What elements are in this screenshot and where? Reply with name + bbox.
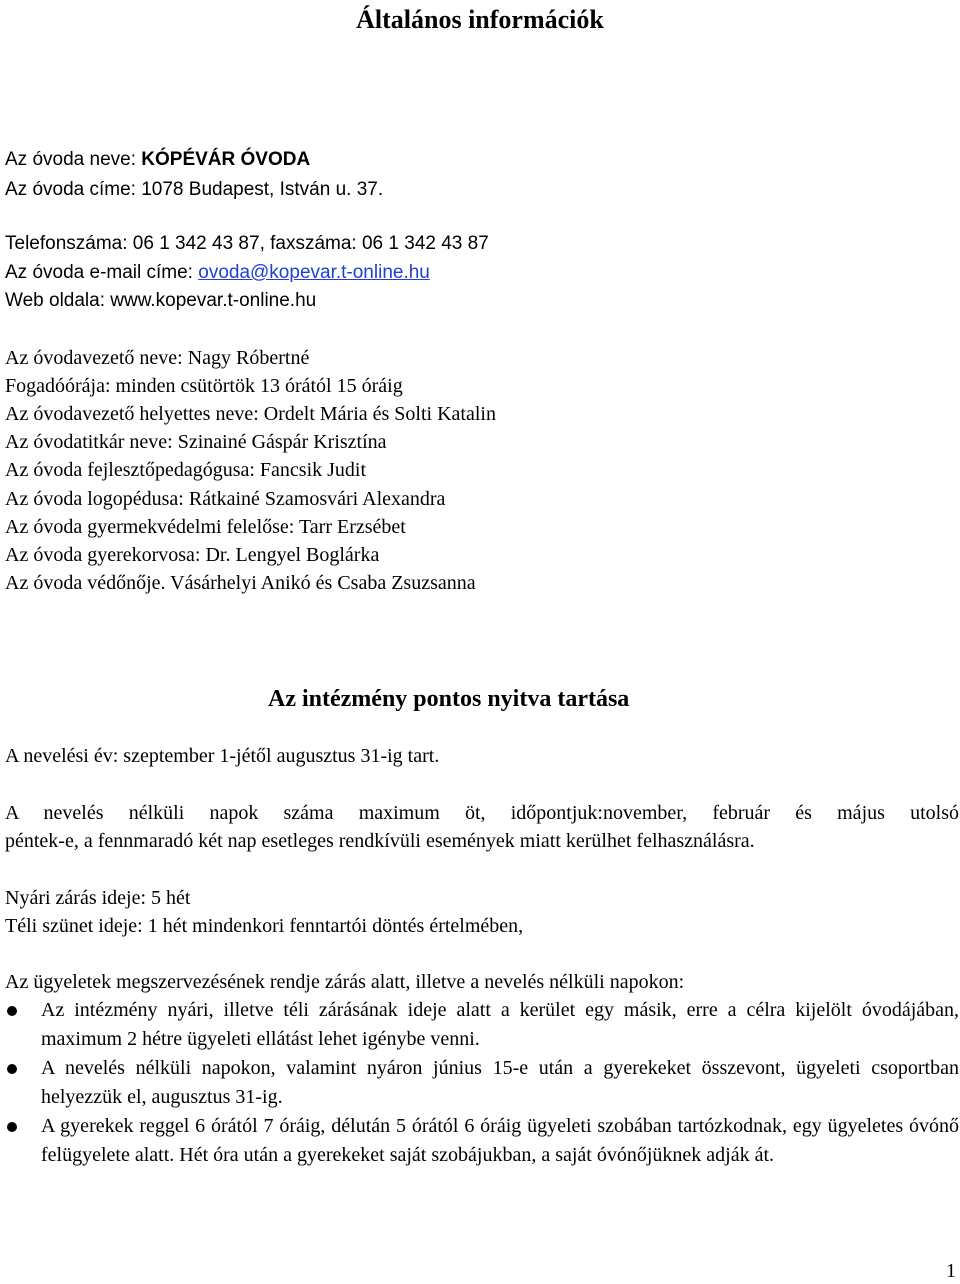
address-line: Az óvoda címe: 1078 Budapest, István u. 37.	[5, 179, 384, 200]
staff-speech-therapist: Az óvoda logopédusa: Rátkainé Szamosvári Alexandra	[5, 488, 446, 510]
summer-closure-text: Nyári zárás ideje: 5 hét	[5, 887, 191, 909]
staff-office-hours: Fogadóórája: minden csütörtök 13 órától 15 óráig	[5, 375, 403, 397]
duty-intro-text: Az ügyeletek megszervezésének rendje zárás alatt, illetve a nevelés nélküli napokon:	[5, 971, 685, 993]
page-title: Általános információk	[356, 5, 604, 34]
staff-director: Az óvodavezető neve: Nagy Róbertné	[5, 347, 310, 369]
staff-development-teacher: Az óvoda fejlesztőpedagógusa: Fancsik Judit	[5, 459, 367, 481]
non-teaching-days-text-1: A nevelés nélküli napok száma maximum öt, időpontjuk:november, február és május utolsó	[5, 802, 959, 824]
email-line	[5, 259, 430, 287]
page-number: 1	[946, 1260, 956, 1282]
staff-deputy: Az óvodavezető helyettes neve: Ordelt Mária és Solti Katalin	[5, 403, 496, 425]
staff-child-protection: Az óvoda gyermekvédelmi felelőse: Tarr Erzsébet	[5, 516, 406, 538]
duty-bullet-list	[5, 996, 959, 1170]
email-label: Az óvoda e-mail címe:	[5, 262, 199, 283]
staff-pediatrician: Az óvoda gyerekorvosa: Dr. Lengyel Boglárka	[5, 544, 380, 566]
bullet-icon	[7, 1122, 17, 1132]
list-item	[5, 1054, 959, 1112]
name-label: Az óvoda neve:	[5, 149, 142, 170]
staff-secretary: Az óvodatitkár neve: Szinainé Gáspár Krisztína	[5, 431, 387, 453]
bullet-text: A nevelés nélküli napokon, valamint nyáron június 15-e után a gyerekeket összevont, ügyeleti csoportban helyezzük el, augusztus 31-ig.	[41, 1057, 959, 1108]
non-teaching-days-line-1	[5, 799, 959, 827]
bullet-text: Az intézmény nyári, illetve téli zárásának ideje alatt a kerület egy másik, erre a célra kijelölt óvodájában, maximum 2 hétre ügyeleti ellátást lehet igénybe venni.	[41, 999, 959, 1050]
bullet-icon	[7, 1006, 17, 1016]
winter-break-text: Téli szünet ideje: 1 hét mindenkori fenntartói döntés értelmében,	[5, 915, 524, 937]
web-line: Web oldala: www.kopevar.t-online.hu	[5, 290, 317, 311]
list-item	[5, 996, 959, 1054]
bullet-text: A gyerekek reggel 6 órától 7 óráig, délután 5 órától 6 óráig ügyeleti szobában tartózkodnak, egy ügyeletes óvónő felügyelete alatt. Hét óra után a gyerekeket saját szobájukban, a saját óvónőjüknek adják át.	[41, 1115, 959, 1166]
kindergarten-name: KÓPÉVÁR ÓVODA	[141, 149, 311, 170]
bullet-icon	[7, 1064, 17, 1074]
section-heading: Az intézmény pontos nyitva tartása	[268, 686, 630, 712]
phone-line: Telefonszáma: 06 1 342 43 87, faxszáma: 06 1 342 43 87	[5, 233, 489, 254]
kindergarten-name-line	[5, 146, 310, 174]
staff-health-visitor: Az óvoda védőnője. Vásárhelyi Anikó és Csaba Zsuzsanna	[5, 572, 476, 594]
non-teaching-days-line-2: péntek-e, a fennmaradó két nap esetleges rendkívüli események miatt kerülhet felhasználásra.	[5, 830, 755, 852]
list-item	[5, 1112, 959, 1170]
email-link[interactable]: ovoda@kopevar.t-online.hu	[198, 262, 430, 283]
school-year-text: A nevelési év: szeptember 1-jétől augusztus 31-ig tart.	[5, 745, 440, 767]
